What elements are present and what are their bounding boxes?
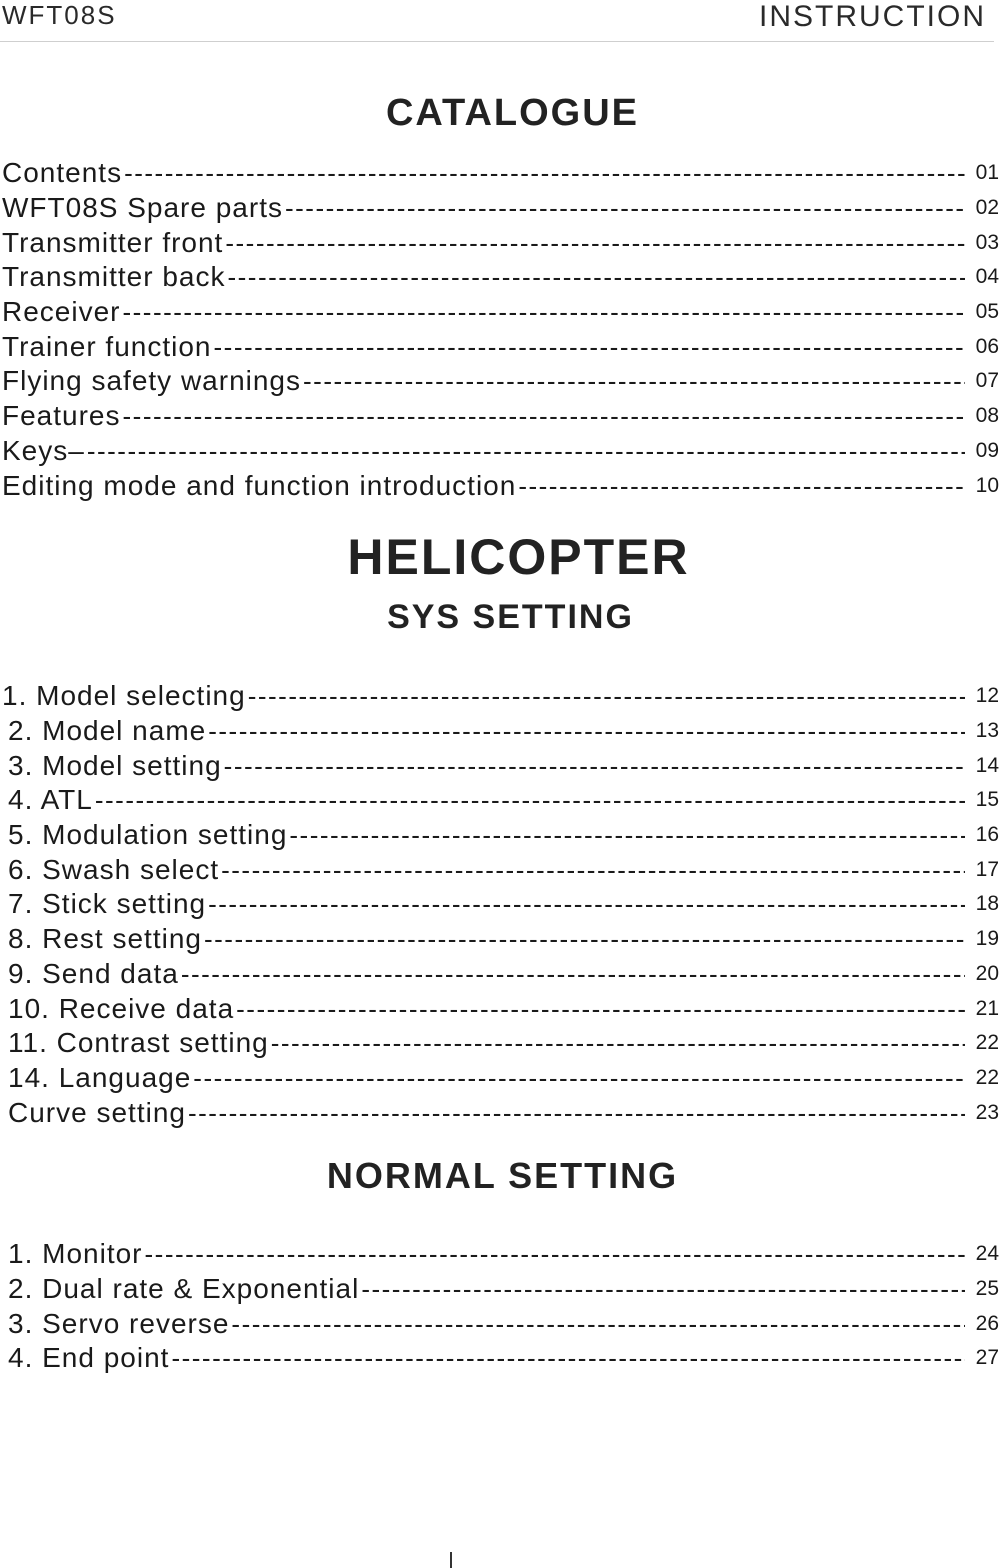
toc-entry-curve-setting[interactable]	[0, 1095, 1001, 1130]
page-number	[450, 1552, 452, 1568]
catalogue-list	[0, 156, 1001, 503]
toc-entry-label: Contents	[2, 157, 123, 189]
dot-leader	[227, 262, 965, 292]
dot-leader	[145, 1239, 966, 1269]
toc-entry-contents[interactable]	[0, 156, 1001, 191]
toc-entry-label: WFT08S Spare parts	[2, 192, 283, 224]
toc-entry-label: Transmitter front	[2, 226, 224, 258]
dot-leader	[248, 681, 965, 711]
toc-entry-page: 10	[975, 473, 999, 497]
toc-entry-label: Features	[2, 400, 121, 432]
toc-entry-features[interactable]	[0, 399, 1001, 434]
toc-entry-page: 07	[975, 369, 999, 393]
document-type: INSTRUCTION	[759, 0, 986, 33]
toc-entry-label: 8. Rest setting	[8, 923, 202, 955]
toc-entry-page: 25	[975, 1277, 999, 1301]
dot-leader	[193, 1063, 965, 1093]
toc-entry-stick-setting[interactable]	[0, 887, 1001, 922]
toc-entry-page: 09	[975, 438, 999, 462]
toc-entry-label: 4. ATL	[8, 784, 93, 816]
model-name: WFT08S	[2, 0, 117, 30]
dot-leader	[214, 332, 966, 362]
dot-leader	[224, 751, 965, 781]
toc-entry-atl[interactable]	[0, 783, 1001, 818]
toc-entry-servo-reverse[interactable]	[0, 1306, 1001, 1341]
toc-entry-page: 18	[975, 892, 999, 916]
toc-entry-label: 3. Servo reverse	[8, 1307, 230, 1339]
toc-entry-modulation-setting[interactable]	[0, 818, 1001, 853]
toc-entry-page: 04	[975, 265, 999, 289]
normal-setting-title: NORMAL SETTING	[326, 1155, 679, 1196]
toc-entry-language[interactable]	[0, 1061, 1001, 1096]
toc-entry-label: 1. Model selecting	[2, 680, 246, 712]
toc-entry-page: 08	[975, 404, 999, 428]
dot-leader	[87, 436, 965, 466]
dot-leader	[122, 297, 965, 327]
toc-entry-trainer-function[interactable]	[0, 329, 1001, 364]
dot-leader	[236, 994, 965, 1024]
dot-leader	[95, 785, 965, 815]
toc-entry-page: 22	[975, 1031, 999, 1055]
toc-entry-transmitter-back[interactable]	[0, 260, 1001, 295]
dot-leader	[285, 193, 965, 223]
toc-entry-model-name[interactable]	[0, 714, 1001, 749]
dot-leader	[231, 1309, 965, 1339]
dot-leader	[289, 820, 965, 850]
toc-entry-page: 19	[975, 927, 999, 951]
toc-entry-label: 3. Model setting	[8, 749, 222, 781]
toc-entry-spare-parts[interactable]	[0, 191, 1001, 226]
toc-entry-page: 22	[975, 1065, 999, 1089]
toc-entry-keys[interactable]	[0, 434, 1001, 469]
toc-entry-page: 26	[975, 1311, 999, 1335]
sys-setting-title: SYS SETTING	[387, 598, 634, 636]
toc-entry-page: 20	[975, 961, 999, 985]
normal-setting-list	[0, 1237, 1001, 1376]
toc-entry-page: 17	[975, 857, 999, 881]
toc-entry-page: 06	[975, 334, 999, 358]
toc-entry-dual-rate[interactable]	[0, 1272, 1001, 1307]
toc-entry-end-point[interactable]	[0, 1341, 1001, 1376]
toc-entry-label: Flying safety warnings	[2, 365, 302, 397]
toc-entry-label: 10. Receive data	[8, 992, 235, 1024]
toc-entry-page: 16	[975, 823, 999, 847]
sys-setting-list	[0, 679, 1001, 1130]
toc-entry-receive-data[interactable]	[0, 991, 1001, 1026]
toc-entry-page: 02	[975, 196, 999, 220]
toc-entry-page: 14	[975, 753, 999, 777]
toc-entry-label: Keys–	[2, 434, 85, 466]
toc-entry-rest-setting[interactable]	[0, 922, 1001, 957]
helicopter-title: HELICOPTER	[347, 529, 690, 585]
page-header	[0, 0, 994, 42]
toc-entry-receiver[interactable]	[0, 295, 1001, 330]
toc-entry-contrast-setting[interactable]	[0, 1026, 1001, 1061]
dot-leader	[171, 1343, 965, 1373]
dot-leader	[361, 1274, 965, 1304]
toc-entry-transmitter-front[interactable]	[0, 225, 1001, 260]
dot-leader	[225, 228, 965, 258]
toc-entry-label: 9. Send data	[8, 957, 179, 989]
toc-entry-send-data[interactable]	[0, 957, 1001, 992]
toc-entry-label: Trainer function	[2, 330, 212, 362]
toc-entry-label: Curve setting	[8, 1096, 186, 1128]
dot-leader	[303, 366, 965, 396]
dot-leader	[124, 158, 965, 188]
toc-entry-page: 27	[975, 1346, 999, 1370]
catalogue-title: CATALOGUE	[385, 92, 639, 134]
dot-leader	[518, 471, 965, 501]
toc-entry-safety-warnings[interactable]	[0, 364, 1001, 399]
toc-entry-page: 13	[975, 719, 999, 743]
toc-entry-page: 05	[975, 300, 999, 324]
toc-entry-label: 2. Dual rate & Exponential	[8, 1273, 360, 1305]
dot-leader	[208, 716, 965, 746]
dot-leader	[271, 1028, 965, 1058]
dot-leader	[123, 401, 966, 431]
toc-entry-label: 1. Monitor	[8, 1238, 143, 1270]
toc-entry-label: Receiver	[2, 296, 121, 328]
toc-entry-label: 11. Contrast setting	[8, 1027, 269, 1059]
toc-entry-label: 6. Swash select	[8, 853, 220, 885]
toc-entry-label: 5. Modulation setting	[8, 819, 288, 851]
dot-leader	[181, 959, 965, 989]
toc-entry-page: 24	[975, 1242, 999, 1266]
toc-entry-monitor[interactable]	[0, 1237, 1001, 1272]
toc-entry-label: 2. Model name	[8, 715, 207, 747]
toc-entry-page: 15	[975, 788, 999, 812]
toc-entry-label: Editing mode and function introduction	[2, 469, 517, 501]
toc-entry-page: 21	[975, 996, 999, 1020]
toc-entry-model-setting[interactable]	[0, 748, 1001, 783]
toc-entry-editing-mode[interactable]	[0, 468, 1001, 503]
toc-entry-page: 23	[975, 1100, 999, 1124]
toc-entry-label: 7. Stick setting	[8, 888, 207, 920]
toc-entry-model-selecting[interactable]	[0, 679, 1001, 714]
toc-entry-page: 12	[975, 684, 999, 708]
toc-entry-swash-select[interactable]	[0, 852, 1001, 887]
toc-entry-label: 14. Language	[8, 1061, 192, 1093]
toc-entry-page: 03	[975, 230, 999, 254]
dot-leader	[188, 1098, 965, 1128]
dot-leader	[204, 924, 965, 954]
toc-entry-page: 01	[975, 161, 999, 185]
toc-entry-label: Transmitter back	[2, 261, 226, 293]
dot-leader	[208, 889, 965, 919]
dot-leader	[221, 855, 965, 885]
toc-entry-label: 4. End point	[8, 1342, 170, 1374]
